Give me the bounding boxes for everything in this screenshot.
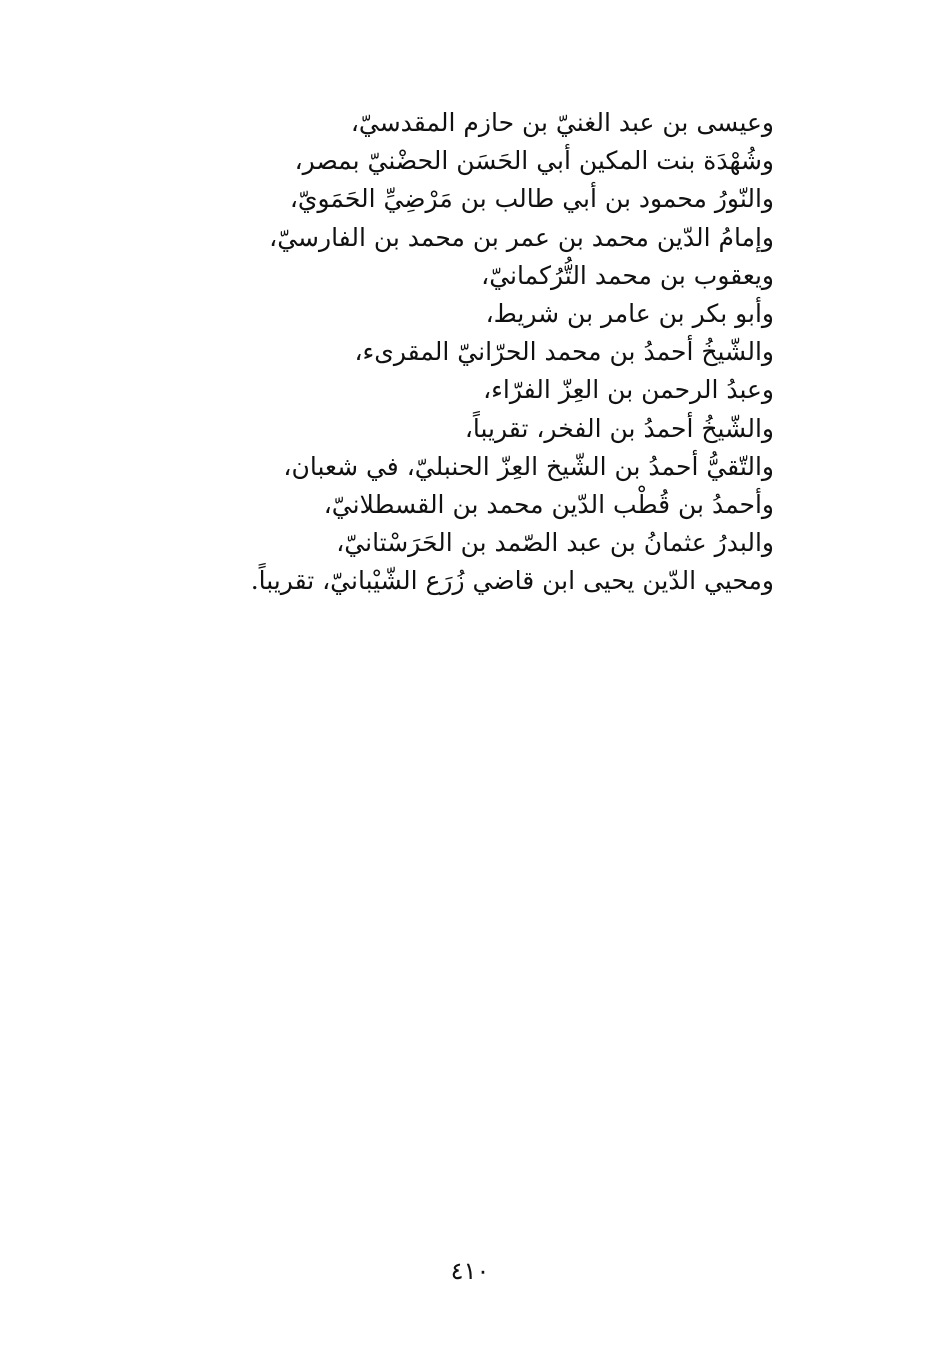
text-line: وأبو بكر بن عامر بن شريط، <box>485 299 774 329</box>
text-line: وأحمدُ بن قُطْب الدّين محمد بن القسطلانيّ، <box>323 490 774 520</box>
text-line: وعبدُ الرحمن بن العِزّ الفرّاء، <box>483 375 774 405</box>
text-line: ويعقوب بن محمد التُّرُكمانيّ، <box>481 260 774 290</box>
text-line: وشُهْدَة بنت المكين أبي الحَسَن الحضْنيّ بمصر، <box>294 146 774 176</box>
text-line: والبدرُ عثمانُ بن عبد الصّمد بن الحَرَسْتانيّ، <box>336 528 774 558</box>
text-line: والشّيخُ أحمدُ بن محمد الحرّانيّ المقرىء، <box>354 337 774 367</box>
page-number: ٤١٠ <box>450 1257 490 1285</box>
text-block <box>250 104 774 601</box>
text-line: وإمامُ الدّين محمد بن عمر بن محمد بن الفارسيّ، <box>269 222 774 252</box>
text-line: ومحيي الدّين يحيى ابن قاضي زُرَع الشّيْبانيّ، تقريباً. <box>250 566 774 596</box>
text-line: والنّورُ محمود بن أبي طالب بن مَرْضِيِّ الحَمَويّ، <box>289 184 774 214</box>
text-line: وعيسى بن عبد الغنيّ بن حازم المقدسيّ، <box>350 108 774 137</box>
text-line: والتّقيُّ أحمدُ بن الشّيخ العِزّ الحنبليّ، في شعبان، <box>283 451 774 481</box>
text-line: والشّيخُ أحمدُ بن الفخر، تقريباً، <box>464 413 774 443</box>
